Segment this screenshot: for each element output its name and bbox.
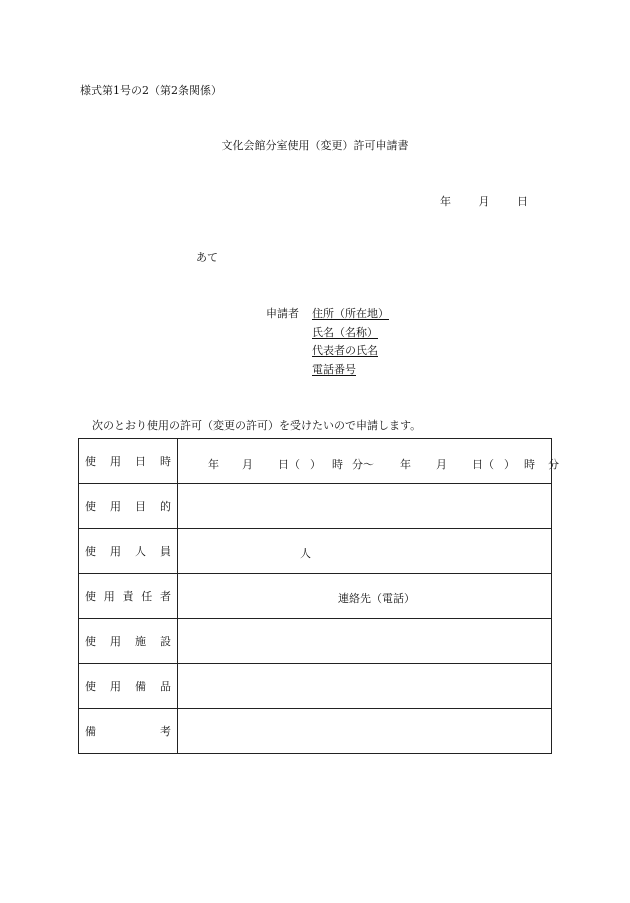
datetime-part: 時	[524, 458, 535, 471]
datetime-part: 年	[400, 458, 411, 471]
facility-field[interactable]	[178, 619, 552, 664]
date-day: 日	[517, 195, 528, 208]
datetime-part: 分	[548, 458, 559, 471]
applicant-name-field[interactable]: 氏名（名称）	[312, 325, 378, 339]
row-label-facility: 使用施設	[79, 619, 178, 664]
datetime-part: 日（	[472, 458, 494, 471]
usage-datetime-field[interactable]	[178, 439, 559, 484]
applicant-label: 申請者	[266, 307, 299, 320]
row-label-responsible-person: 使用責任者	[79, 574, 178, 619]
table-row	[79, 574, 552, 619]
row-label-attendees: 使用人員	[79, 529, 178, 574]
application-table	[78, 438, 559, 754]
row-label-usage-datetime: 使用日時	[79, 439, 178, 484]
attendees-field[interactable]	[178, 529, 552, 574]
table-row	[79, 484, 552, 529]
datetime-part: ）	[310, 458, 321, 471]
datetime-part: 時	[332, 458, 343, 471]
page-title: 文化会館分室使用（変更）許可申請書	[221, 139, 409, 152]
date-line	[440, 193, 528, 209]
contact-phone-label: 連絡先（電話）	[338, 592, 415, 605]
application-statement: 次のとおり使用の許可（変更の許可）を受けたいので申請します。	[92, 419, 422, 432]
usage-purpose-field[interactable]	[178, 484, 552, 529]
table-row	[79, 439, 552, 484]
responsible-person-field[interactable]	[178, 574, 552, 619]
datetime-part: ）	[504, 458, 515, 471]
datetime-part: 日（	[278, 458, 300, 471]
date-month: 月	[478, 195, 490, 208]
datetime-part: 分〜	[352, 458, 374, 471]
applicant-address-field[interactable]: 住所（所在地）	[312, 307, 389, 320]
datetime-part: 年	[208, 458, 219, 471]
attendees-unit: 人	[300, 547, 311, 560]
equipment-field[interactable]	[178, 664, 552, 709]
applicant-representative-field[interactable]: 代表者の氏名	[312, 344, 378, 357]
row-label-remarks: 備考	[79, 709, 178, 754]
row-label-equipment: 使用備品	[79, 664, 178, 709]
table-row	[79, 709, 552, 754]
date-year: 年	[440, 195, 451, 208]
row-label-usage-purpose: 使用目的	[79, 484, 178, 529]
table-row	[79, 529, 552, 574]
datetime-part: 月	[242, 458, 253, 471]
table-row	[79, 619, 552, 664]
remarks-field[interactable]	[178, 709, 552, 754]
table-row	[79, 664, 552, 709]
form-number: 様式第1号の2（第2条関係）	[80, 84, 222, 97]
applicant-fields	[312, 305, 389, 379]
addressee: あて	[196, 251, 218, 264]
datetime-part: 月	[436, 458, 447, 471]
applicant-phone-field[interactable]: 電話番号	[312, 362, 356, 376]
